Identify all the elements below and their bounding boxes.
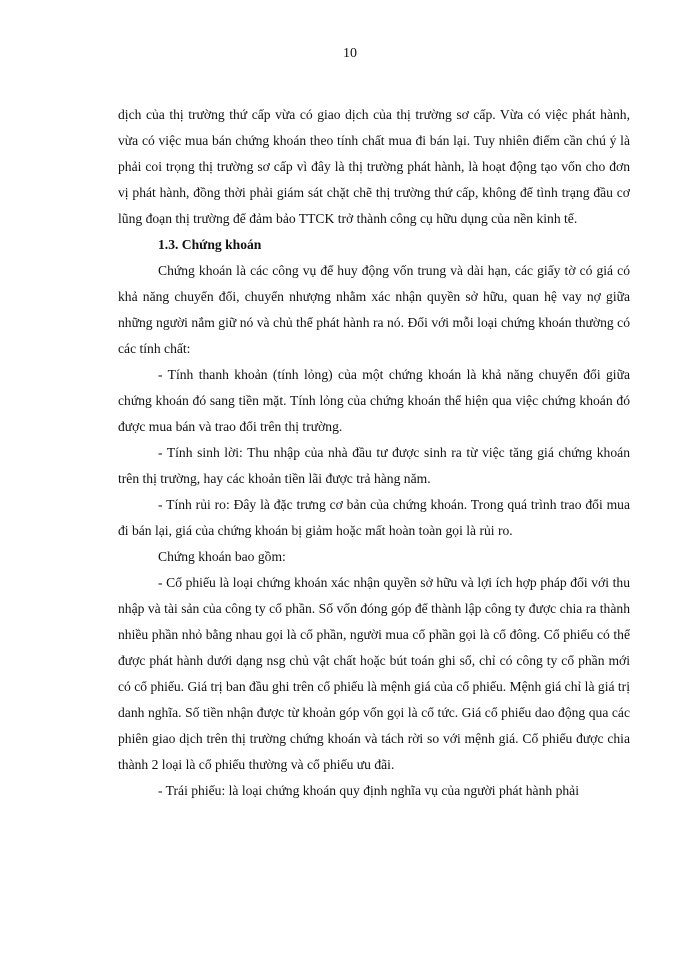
page-number: 10 [343,46,357,61]
section-heading: 1.3. Chứng khoán [158,237,262,252]
body-text [118,102,630,804]
paragraph-thi-truong: dịch của thị trường thứ cấp vừa có giao dịch của thị trường sơ cấp. Vừa có việc phát hành, vừa có việc mua bán chứng khoán theo tính chất mua đi bán lại. Tuy nhiên điểm cần chú ý là phải coi trọng thị trường sơ cấp vì đây là thị trường phát hành, là hoạt động tạo vốn cho đơn vị phát hành, đồng thời phải giám sát chặt chẽ thị trường thứ cấp, không để tình trạng đầu cơ lũng đoạn thị trường để đảm bảo TTCK trở thành công cụ hữu dụng của nền kinh tế. [118,107,630,226]
paragraph-bao-gom: Chứng khoán bao gồm: [158,549,286,564]
paragraph-definition: Chứng khoán là các công vụ để huy động vốn trung và dài hạn, các giấy tờ có giá có khả năng chuyển đổi, chuyển nhượng nhằm xác nhận quyền sở hữu, quan hệ vay nợ giữa những người nắm giữ nó và chủ thể phát hành ra nó. Đối với mỗi loại chứng khoán thường có các tính chất: [118,263,630,356]
paragraph-tinh-thanh-khoan: - Tính thanh khoản (tính lỏng) của một chứng khoán là khả năng chuyển đổi giữa chứng khoán đó sang tiền mặt. Tính lỏng của chứng khoán thể hiện qua việc chứng khoán đó được mua bán và trao đổi trên thị trường. [118,367,630,434]
paragraph-tinh-sinh-loi: - Tính sinh lời: Thu nhập của nhà đầu tư được sinh ra từ việc tăng giá chứng khoán trên thị trường, hay các khoản tiền lãi được trả hàng năm. [118,445,630,486]
paragraph-tinh-rui-ro: - Tính rủi ro: Đây là đặc trưng cơ bản của chứng khoán. Trong quá trình trao đổi mua đi bán lại, giá của chứng khoán bị giảm hoặc mất hoàn toàn gọi là rủi ro. [118,497,630,538]
paragraph-trai-phieu: - Trái phiếu: là loại chứng khoán quy định nghĩa vụ của người phát hành phải [158,783,579,798]
paragraph-co-phieu: - Cổ phiếu là loại chứng khoán xác nhận quyền sở hữu và lợi ích hợp pháp đối với thu nhập và tài sản của công ty cổ phần. Số vốn đóng góp để thành lập công ty được chia ra thành nhiều phần nhỏ bằng nhau gọi là cổ phần, người mua cổ phần gọi là cổ đông. Cổ phiếu có thể được phát hành dưới dạng nsg chủ vật chất hoặc bút toán ghi sổ, chỉ có công ty cổ phần mới có cổ phiếu. Giá trị ban đầu ghi trên cổ phiếu là mệnh giá của cổ phiếu. Mệnh giá chỉ là giá trị danh nghĩa. Số tiền nhận được từ khoản góp vốn gọi là cổ tức. Giá cổ phiếu dao động qua các phiên giao dịch trên thị trường chứng khoán và tách rời so với mệnh giá. Cổ phiếu được chia thành 2 loại là cổ phiếu thường và cổ phiếu ưu đãi. [118,575,630,772]
